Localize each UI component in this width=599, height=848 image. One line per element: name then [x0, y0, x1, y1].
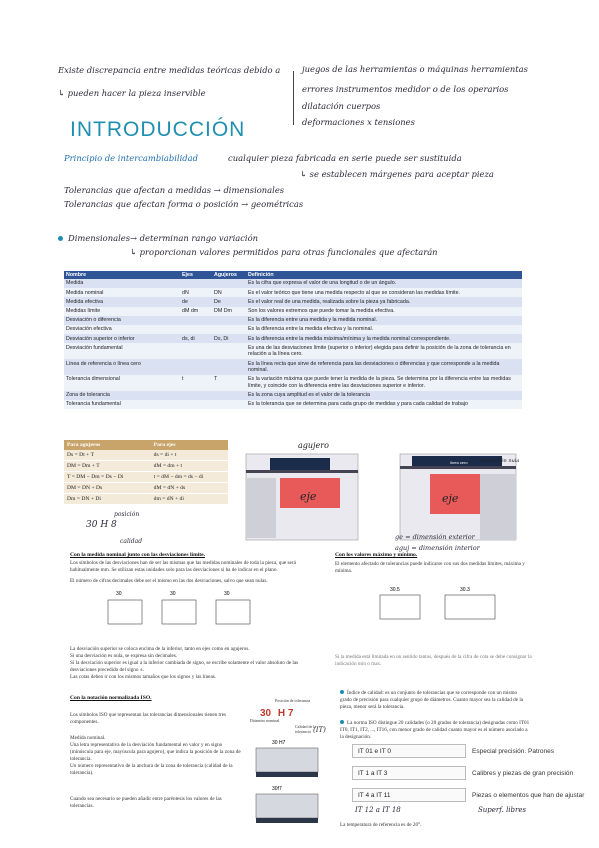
table-row	[64, 316, 522, 325]
formula-row	[64, 450, 228, 461]
bullet-dot-icon	[58, 236, 63, 241]
sec-desv-p2: El número de cifras decimales debe ser el mismo en las dos desviaciones, salvo que sean nulas.	[70, 578, 268, 584]
table-cell	[180, 391, 212, 400]
table-cell: Son los valores extremos que puede tomar la medida efectiva.	[246, 307, 522, 316]
ge-label-2: aguj = dimensión interior	[395, 544, 480, 552]
table-row	[64, 375, 522, 391]
table-cell	[212, 325, 246, 334]
tolerance-diagram	[240, 440, 530, 545]
bracket-causes	[293, 71, 300, 125]
sec-iso-item-2: Una letra representativa de la desviación fundamental en valor y en signo (minúscula para eje, mayúscula para agujero), que indica la posición de la zona de tolerancia.	[70, 742, 241, 763]
table-cell: Desviación efectiva	[64, 325, 180, 334]
table-cell: Ds, Di	[212, 334, 246, 343]
desv-dim-1: 30	[116, 591, 122, 597]
grades-b2	[340, 720, 530, 741]
desv-dim-2: 30	[170, 591, 176, 597]
formula-cell: DM = Dm + T	[64, 461, 151, 472]
table-cell: Es la cifra que expresa el valor de una longitud o de un ángulo.	[246, 279, 522, 288]
table-cell	[180, 316, 212, 325]
iso-shaft-lower-band	[256, 818, 318, 823]
table-cell: DM Dm	[212, 307, 246, 316]
page-title: INTRODUCCIÓN	[70, 118, 246, 141]
iso-shaft-upper-band	[256, 772, 318, 777]
sec-desv-drawing	[100, 586, 270, 636]
formula-cell: dm = dN + di	[151, 494, 228, 505]
table-header-agujeros: Agujeros	[212, 271, 246, 279]
table-cell: dM dm	[180, 307, 212, 316]
note-posicion: posición	[114, 511, 140, 518]
formula-row	[64, 494, 228, 505]
dimensional-1: → determinan rango variación	[130, 233, 259, 243]
dimensional-label: Dimensionales	[68, 233, 131, 243]
table-row	[64, 334, 522, 343]
formula-cell: Ds = Dt + T	[64, 450, 151, 461]
principle-text: cualquier pieza fabricada en serie puede ser sustituida	[228, 153, 462, 163]
max-drawing-box-2	[445, 595, 495, 619]
max-dim-1: 30.5	[390, 587, 400, 593]
table-row	[64, 325, 522, 334]
table-cell	[180, 400, 212, 409]
table-cell: Desviación fundamental	[64, 343, 180, 359]
grades-b2-text: La norma ISO distingue 20 calidades (o 20 grados de tolerancia) designadas como IT01 IT0, IT1, IT2, ..., IT16, con menor grado de calidad cuanto mayor es el número asociado a la designación.	[340, 720, 530, 741]
grades-b1-dot-icon	[340, 690, 344, 694]
note-30h8: 30 H 8	[86, 520, 117, 530]
table-row	[64, 297, 522, 306]
table-cell	[212, 279, 246, 288]
iso-shaft-top	[256, 748, 318, 772]
table-cell: Es la zona cuya amplitud es el valor de la tolerancia	[246, 391, 522, 400]
formulas-table	[64, 440, 228, 505]
tolerance-line-2: Tolerancias que afectan forma o posición → geométricas	[64, 199, 304, 209]
agujero-tolerance-band	[270, 458, 330, 470]
diagram-linea-cero: línea cero	[450, 460, 468, 465]
sec-max-p2: Si la medida está limitada en un sentido tantos, después de la cifra de cota se debe consignar la indicación min o max.	[335, 654, 532, 668]
table-cell	[212, 391, 246, 400]
formula-cell: T = DM − Dm = Ds − Di	[64, 472, 151, 483]
table-cell	[180, 279, 212, 288]
table-cell: Es la línea recta que sirve de referencia para las desviaciones o diferencias y que corresponde a la medida nominal.	[246, 359, 522, 375]
grades-foot: La temperatura de referencia es de 20°.	[340, 822, 422, 828]
principle-text-2: ↳ se establecen márgenes para aceptar pieza	[300, 169, 494, 179]
desv-drawing-box-1	[108, 600, 142, 624]
sec-iso-title-text: Con la notación normalizada ISO.	[70, 695, 152, 701]
table-cell	[180, 343, 212, 359]
table-cell: T	[212, 375, 246, 391]
iso-code-letter: H 7	[277, 708, 294, 719]
definitions-table	[64, 271, 522, 409]
table-cell	[212, 359, 246, 375]
table-row	[64, 359, 522, 375]
sec-iso-item-1: Medida nominal.	[70, 735, 106, 741]
iso-label-cal: Calidad de la tolerancia	[295, 724, 317, 735]
table-cell: Línea de referencia o línea cero	[64, 359, 180, 375]
table-cell: ds, di	[180, 334, 212, 343]
max-dim-2: 30.3	[460, 587, 470, 593]
cause-3: dilatación cuerpos	[302, 101, 381, 111]
desv-drawing-box-3	[216, 600, 250, 624]
sec-desv-bullet-3: Si la desviación superior es igual a la inferior cambiada de signo, se escribe solamente el valor absoluto de las desviaciones precedido del signo ±.	[70, 660, 299, 674]
iso-shaft-drawing	[252, 736, 322, 826]
dimensional-2: ↳ proporcionan valores permitidos para otras funcionales que afectarán	[130, 247, 438, 257]
eje-left-hatch	[246, 478, 276, 538]
cause-4: deformaciones x tensiones	[302, 117, 415, 127]
table-cell: Medida nominal	[64, 288, 180, 297]
table-cell: Desviación o diferencia	[64, 316, 180, 325]
note-line-2: ↳ pueden hacer la pieza inservible	[58, 88, 206, 98]
table-cell: Es la diferencia entre una medida y la medida nominal.	[246, 316, 522, 325]
table-row	[64, 343, 522, 359]
table-cell: t	[180, 375, 212, 391]
note-line-1: Existe discrepancia entre medidas teóricas debido a	[58, 65, 281, 75]
table-cell: Es la diferencia entre la medida efectiva y la nominal.	[246, 325, 522, 334]
formulas-header-agujeros: Para agujeros	[64, 440, 151, 450]
principle-label: Principio de intercambiabilidad	[64, 153, 198, 163]
sec-desv-p1: Los símbolos de las desviaciones han de ser las mismas que las medidas nominales de toda la pieza, que será habitualmente mm. Se utilizan estas unidades solo para las desviaciones si ha de indicar en el plano.	[70, 560, 296, 574]
table-row	[64, 288, 522, 297]
sec-max-drawing	[370, 585, 520, 630]
table-cell	[212, 343, 246, 359]
sec-iso-title	[70, 695, 152, 701]
iso-label-nom: Diámetro nominal	[250, 718, 280, 723]
table-cell	[180, 325, 212, 334]
sec-max-title-text: Con los valores máximo y mínimo.	[335, 552, 418, 558]
diagram-eje-right: eje	[442, 492, 459, 505]
table-cell: Medida efectiva	[64, 297, 180, 306]
grades-b2-dot-icon	[340, 720, 344, 724]
diagram-agujero-label: agujero	[298, 441, 329, 450]
formula-row	[64, 472, 228, 483]
grade-row-1-label: IT 01 e IT 0	[352, 744, 466, 758]
grade-row-4-desc: Superf. libres	[478, 806, 527, 814]
formula-cell: dM = dm + t	[151, 461, 228, 472]
cause-1: juegos de las herramientas o máquinas herramientas	[302, 64, 528, 74]
table-cell: Es una de las desviaciones límite (superior o inferior) elegida para definir la posición de la zona de tolerancia en relación a la línea cero.	[246, 343, 522, 359]
formula-row	[64, 461, 228, 472]
table-cell	[212, 316, 246, 325]
sec-iso-item-3: Un número representativo de la anchura de la zona de tolerancia (calidad de la tolerancia).	[70, 763, 233, 777]
sec-max-title	[335, 552, 417, 558]
sec-desv-title-text: Con la medida nominal junto con las desviaciones límite.	[70, 552, 206, 558]
diagram-desviacion: desviación nula	[480, 458, 520, 464]
table-cell: DN	[212, 288, 246, 297]
sec-desv-bullet-4: Las cotas deben ir con los mismos tamaños que los signos y las líneas.	[70, 674, 217, 681]
grades-b1-text: Índice de calidad: es un conjunto de tolerancias que se corresponde con un mismo grado de precisión para cualquier grupo de diámetros. Cuanto mayor sea la calidad de la pieza, menor será la tolerancia.	[340, 690, 524, 711]
table-header-nombre: Nombre	[64, 271, 180, 279]
eje-zero-line-bar	[400, 466, 516, 469]
table-cell: Es la variación máxima que puede tener la medida de la pieza. Se determina por la diferencia entre las medidas límite, y coincide con la diferencia entre las desviaciones superior e inferior.	[246, 375, 522, 391]
sec-max-p1: El elemento afectado de tolerancias puede indicarse con sus dos medidas límites, máxima y mínima.	[335, 561, 525, 575]
table-cell: Tolerancia fundamental	[64, 400, 180, 409]
sec-iso-p2: Cuando sea necesario se pueden añadir entre paréntesis los valores de las tolerancias.	[70, 796, 222, 810]
table-cell: Desviación superior o inferior	[64, 334, 180, 343]
grade-row-1-desc: Especial precisión. Patrones	[472, 748, 555, 755]
formula-cell: dM = dN + ds	[151, 483, 228, 494]
table-header-ejes: Ejes	[180, 271, 212, 279]
sec-desv-bullets	[70, 646, 300, 681]
table-cell	[180, 359, 212, 375]
diagram-eje-left: eje	[300, 490, 317, 503]
table-row	[64, 279, 522, 288]
iso-code-num: 30	[260, 708, 272, 719]
sec-desv-title	[70, 552, 205, 558]
grade-row-3-desc: Piezas o elementos que han de ajustar	[472, 792, 585, 799]
table-cell: Medidas límite	[64, 307, 180, 316]
iso-label-pos: Posición de tolerancia	[275, 698, 311, 703]
note-calidad: calidad	[120, 538, 143, 545]
table-cell: Es la diferencia entre la medida máxima/mínima y la medida nominal correspondiente.	[246, 334, 522, 343]
iso-shaft-bottom	[256, 794, 318, 818]
table-cell: Medida	[64, 279, 180, 288]
sec-iso-p1: Los símbolos ISO que representan las tolerancias dimensionales tienen tres componentes.	[70, 712, 227, 726]
table-row	[64, 307, 522, 316]
table-cell: Zona de tolerancia	[64, 391, 180, 400]
grade-row-2-desc: Calibres y piezas de gran precisión	[472, 770, 574, 777]
grade-row-4-label: IT 12 a IT 18	[355, 806, 401, 814]
table-cell: dN	[180, 288, 212, 297]
table-cell: Tolerancia dimensional	[64, 375, 180, 391]
ge-label-1: ge = dimensión exterior	[395, 533, 475, 541]
table-row	[64, 391, 522, 400]
table-cell: Es la tolerancia que se determina para cada grupo de medidas y para cada calidad de trabajo	[246, 400, 522, 409]
formula-cell: Dm = DN + Di	[64, 494, 151, 505]
sec-iso-items	[70, 735, 245, 777]
formulas-header-ejes: Para ejes	[151, 440, 228, 450]
formula-cell: ds = di + t	[151, 450, 228, 461]
table-cell	[212, 400, 246, 409]
table-cell: De	[212, 297, 246, 306]
formula-cell: t = dM − dm = ds − di	[151, 472, 228, 483]
grade-row-3-label: IT 4 a IT 11	[352, 788, 466, 802]
table-row	[64, 400, 522, 409]
grades-b1	[340, 690, 530, 711]
eje-right-hatch	[480, 474, 516, 540]
iso-dim-a: 30 H7	[272, 740, 286, 746]
iso-dim-b: 30f7	[272, 786, 282, 792]
cause-2: errores instrumentos medidor o de los operarios	[302, 84, 509, 94]
desv-dim-3: 30	[224, 591, 230, 597]
sec-desv-bullet-1: La desviación superior se coloca encima de la inferior, tanto en ejes como en agujeros.	[70, 646, 250, 652]
table-cell: Es el valor real de una medida, realizada sobre la pieza ya fabricada.	[246, 297, 522, 306]
table-cell: Es el valor teórico que tiene una medida respecto al que se consideran las medidas límite.	[246, 288, 522, 297]
formula-row	[64, 483, 228, 494]
formula-cell: DM = DN + Ds	[64, 483, 151, 494]
table-cell: de	[180, 297, 212, 306]
table-header-definicion: Definición	[246, 271, 522, 279]
sec-desv-bullet-2: Si una desviación es nula, se expresa sin decimales.	[70, 653, 178, 660]
iso-code	[260, 708, 293, 719]
max-drawing-box-1	[380, 595, 420, 619]
iso-code-it: (IT)	[313, 726, 326, 734]
desv-drawing-box-2	[162, 600, 196, 624]
grade-row-2-label: IT 1 a IT 3	[352, 766, 466, 780]
tolerance-line-1: Tolerancias que afectan a medidas → dimensionales	[64, 185, 285, 195]
agujero-zero-line-bar	[246, 470, 358, 473]
